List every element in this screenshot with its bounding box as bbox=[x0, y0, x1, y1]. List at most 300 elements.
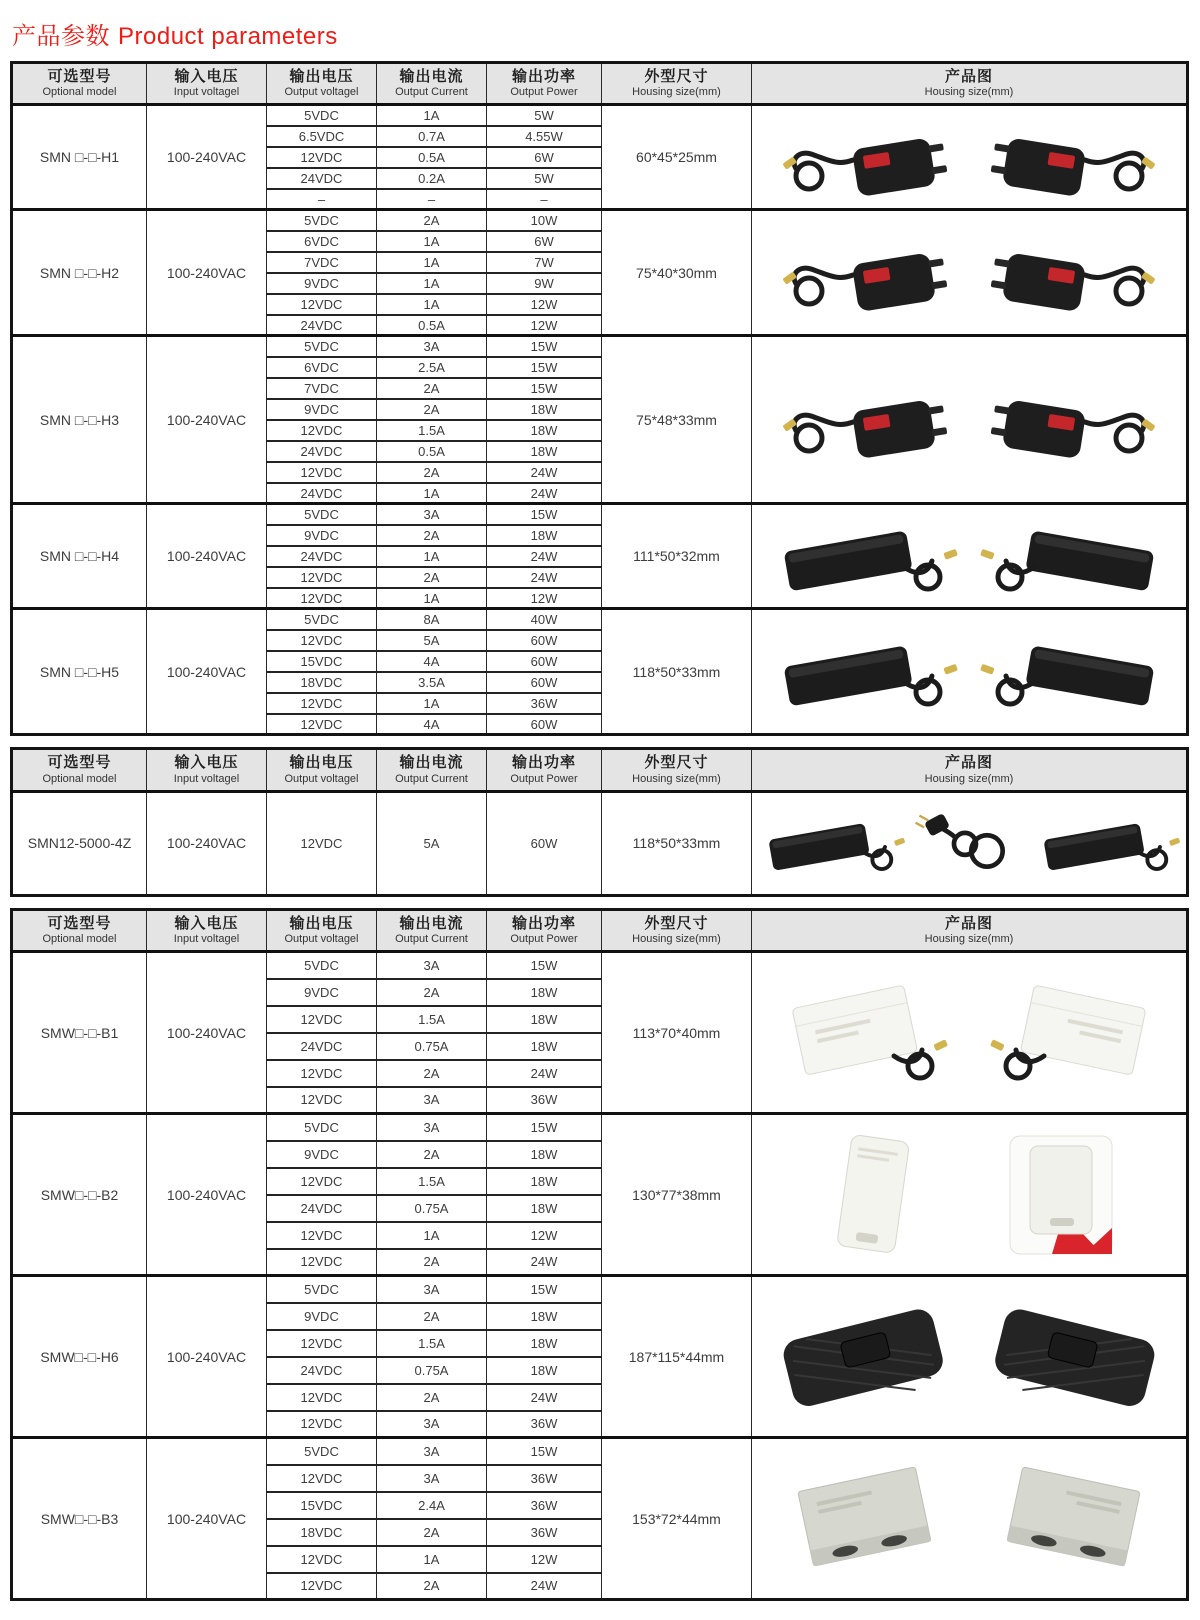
output-current-cell: 1A bbox=[377, 483, 487, 504]
output-voltage-cell: 5VDC bbox=[267, 504, 377, 525]
output-current-cell: 1A bbox=[377, 105, 487, 126]
output-power-cell: 15W bbox=[487, 1276, 602, 1303]
col-header-output-current bbox=[377, 909, 487, 951]
input-voltage-cell: 100-240VAC bbox=[147, 609, 267, 735]
input-voltage-cell: 100-240VAC bbox=[147, 105, 267, 210]
model-cell: SMW□-□-B1 bbox=[12, 952, 147, 1114]
output-power-cell: 60W bbox=[487, 672, 602, 693]
output-power-cell: 36W bbox=[487, 1087, 602, 1114]
product-photo-group bbox=[753, 225, 1185, 320]
white-box-adapter-photo bbox=[978, 970, 1168, 1095]
white-wall-box-adapter-photo bbox=[812, 1130, 937, 1260]
output-current-cell: 2A bbox=[377, 1573, 487, 1600]
output-current-cell: 1.5A bbox=[377, 420, 487, 441]
smw-series-table bbox=[10, 908, 1189, 1601]
product-photo-cell bbox=[752, 504, 1188, 609]
output-power-cell: 24W bbox=[487, 1060, 602, 1087]
col-header-output-current bbox=[377, 63, 487, 105]
col-header-output-current bbox=[377, 749, 487, 791]
col-header-en: Housing size(mm) bbox=[924, 932, 1014, 945]
output-current-cell: 2A bbox=[377, 378, 487, 399]
output-power-cell: 24W bbox=[487, 462, 602, 483]
output-voltage-cell: 6VDC bbox=[267, 231, 377, 252]
col-header-output-voltage bbox=[267, 749, 377, 791]
output-voltage-cell: 12VDC bbox=[267, 1249, 377, 1276]
output-voltage-cell: 24VDC bbox=[267, 546, 377, 567]
output-current-cell: 2A bbox=[377, 462, 487, 483]
header-row bbox=[12, 749, 1188, 791]
output-power-cell: 6W bbox=[487, 231, 602, 252]
output-voltage-cell: 24VDC bbox=[267, 1195, 377, 1222]
output-power-cell: 9W bbox=[487, 273, 602, 294]
col-header-en: Housing size(mm) bbox=[632, 932, 721, 945]
spec-row bbox=[12, 952, 1188, 979]
output-voltage-cell: 7VDC bbox=[267, 378, 377, 399]
col-header-housing-size bbox=[602, 909, 752, 951]
output-power-cell: 60W bbox=[487, 630, 602, 651]
output-voltage-cell: 12VDC bbox=[267, 1465, 377, 1492]
output-power-cell: 36W bbox=[487, 693, 602, 714]
output-power-cell: 18W bbox=[487, 420, 602, 441]
col-header-zh: 输出电压 bbox=[289, 914, 354, 932]
output-voltage-cell: 24VDC bbox=[267, 483, 377, 504]
col-header-zh: 输出功率 bbox=[511, 914, 576, 932]
output-power-cell: 15W bbox=[487, 952, 602, 979]
output-current-cell: 3A bbox=[377, 1276, 487, 1303]
model-cell: SMW□-□-B2 bbox=[12, 1114, 147, 1276]
model-cell: SMN □-□-H3 bbox=[12, 336, 147, 504]
housing-size-cell: 60*45*25mm bbox=[602, 105, 752, 210]
output-current-cell: 2A bbox=[377, 1303, 487, 1330]
col-header-product-image bbox=[752, 749, 1188, 791]
output-current-cell: 1.5A bbox=[377, 1006, 487, 1033]
col-header-en: Output voltagel bbox=[284, 86, 359, 99]
black-desktop-adapter-photo bbox=[764, 624, 964, 719]
output-power-cell: 6W bbox=[487, 147, 602, 168]
output-voltage-cell: 7VDC bbox=[267, 252, 377, 273]
output-voltage-cell: 5VDC bbox=[267, 952, 377, 979]
output-voltage-cell: 12VDC bbox=[267, 1546, 377, 1573]
col-header-en: Output Power bbox=[510, 772, 578, 785]
model-cell: SMW□-□-H6 bbox=[12, 1276, 147, 1438]
output-power-cell: 12W bbox=[487, 1546, 602, 1573]
output-voltage-cell: 12VDC bbox=[267, 420, 377, 441]
col-header-zh: 产品图 bbox=[944, 914, 993, 932]
output-voltage-cell: 5VDC bbox=[267, 336, 377, 357]
output-power-cell: 18W bbox=[487, 1168, 602, 1195]
output-voltage-cell: 5VDC bbox=[267, 1114, 377, 1141]
page-title-zh: 产品参数 bbox=[12, 23, 110, 50]
product-photo-group bbox=[753, 1292, 1185, 1422]
col-header-zh: 可选型号 bbox=[47, 754, 112, 772]
output-power-cell: 18W bbox=[487, 525, 602, 546]
output-current-cell: 0.5A bbox=[377, 315, 487, 336]
output-power-cell: 18W bbox=[487, 1006, 602, 1033]
output-current-cell: – bbox=[377, 189, 487, 210]
product-photo-group bbox=[753, 110, 1185, 205]
col-header-output-voltage bbox=[267, 63, 377, 105]
output-voltage-cell: 12VDC bbox=[267, 294, 377, 315]
output-current-cell: 2A bbox=[377, 1519, 487, 1546]
output-current-cell: 0.75A bbox=[377, 1357, 487, 1384]
output-current-cell: 2A bbox=[377, 1141, 487, 1168]
output-power-cell: 15W bbox=[487, 378, 602, 399]
housing-size-cell: 118*50*33mm bbox=[602, 791, 752, 895]
output-voltage-cell: 12VDC bbox=[267, 147, 377, 168]
col-header-en: Housing size(mm) bbox=[924, 86, 1014, 99]
output-power-cell: 12W bbox=[487, 294, 602, 315]
output-power-cell: 7W bbox=[487, 252, 602, 273]
output-power-cell: 15W bbox=[487, 357, 602, 378]
output-power-cell: 10W bbox=[487, 210, 602, 231]
grey-metal-box-adapter-photo bbox=[777, 1454, 957, 1584]
output-voltage-cell: 12VDC bbox=[267, 1168, 377, 1195]
output-current-cell: 8A bbox=[377, 609, 487, 630]
output-power-cell: 18W bbox=[487, 979, 602, 1006]
product-photo-cell bbox=[752, 105, 1188, 210]
model-cell: SMW□-□-B3 bbox=[12, 1438, 147, 1600]
output-voltage-cell: 9VDC bbox=[267, 273, 377, 294]
col-header-housing-size bbox=[602, 749, 752, 791]
output-power-cell: 15W bbox=[487, 336, 602, 357]
output-current-cell: 3A bbox=[377, 1114, 487, 1141]
output-current-cell: 5A bbox=[377, 630, 487, 651]
product-photo-cell bbox=[752, 609, 1188, 735]
col-header-en: Output Power bbox=[510, 86, 578, 99]
output-power-cell: 36W bbox=[487, 1519, 602, 1546]
output-current-cell: 3A bbox=[377, 1087, 487, 1114]
smn12-5000-4z-table bbox=[10, 747, 1189, 896]
output-current-cell: 1A bbox=[377, 252, 487, 273]
output-power-cell: – bbox=[487, 189, 602, 210]
output-voltage-cell: 6.5VDC bbox=[267, 126, 377, 147]
col-header-en: Output Current bbox=[395, 932, 468, 945]
output-voltage-cell: 12VDC bbox=[267, 1411, 377, 1438]
black-desktop-adapter-photo bbox=[753, 796, 910, 891]
output-power-cell: 18W bbox=[487, 1303, 602, 1330]
output-current-cell: 1.5A bbox=[377, 1168, 487, 1195]
input-voltage-cell: 100-240VAC bbox=[147, 336, 267, 504]
model-cell: SMN □-□-H1 bbox=[12, 105, 147, 210]
output-current-cell: 2A bbox=[377, 210, 487, 231]
black-wall-adapter-photo bbox=[981, 110, 1161, 205]
col-header-zh: 输入电压 bbox=[174, 914, 239, 932]
output-power-cell: 15W bbox=[487, 504, 602, 525]
output-voltage-cell: 12VDC bbox=[267, 588, 377, 609]
col-header-input-voltage bbox=[147, 749, 267, 791]
output-current-cell: 5A bbox=[377, 791, 487, 895]
input-voltage-cell: 100-240VAC bbox=[147, 952, 267, 1114]
output-current-cell: 3A bbox=[377, 1438, 487, 1465]
col-header-output-power bbox=[487, 63, 602, 105]
housing-size-cell: 153*72*44mm bbox=[602, 1438, 752, 1600]
spec-row bbox=[12, 1438, 1188, 1465]
output-current-cell: 0.5A bbox=[377, 147, 487, 168]
black-desktop-adapter-photo bbox=[1028, 796, 1185, 891]
page-title-en: Product parameters bbox=[118, 23, 338, 50]
output-current-cell: 2A bbox=[377, 1060, 487, 1087]
header-row bbox=[12, 909, 1188, 951]
col-header-en: Output Current bbox=[395, 86, 468, 99]
col-header-zh: 外型尺寸 bbox=[644, 68, 709, 85]
output-current-cell: 2A bbox=[377, 1249, 487, 1276]
output-power-cell: 40W bbox=[487, 609, 602, 630]
col-header-model bbox=[12, 749, 147, 791]
housing-size-cell: 75*40*30mm bbox=[602, 210, 752, 336]
col-header-en: Output Current bbox=[395, 772, 468, 785]
col-header-zh: 产品图 bbox=[944, 754, 993, 772]
black-desktop-adapter-photo bbox=[974, 509, 1174, 604]
housing-size-cell: 118*50*33mm bbox=[602, 609, 752, 735]
output-current-cell: 1.5A bbox=[377, 1330, 487, 1357]
output-current-cell: 1A bbox=[377, 273, 487, 294]
output-current-cell: 2.5A bbox=[377, 357, 487, 378]
output-current-cell: 3A bbox=[377, 336, 487, 357]
model-cell: SMN12-5000-4Z bbox=[12, 791, 147, 895]
col-header-zh: 外型尺寸 bbox=[644, 754, 709, 772]
output-voltage-cell: 12VDC bbox=[267, 1006, 377, 1033]
white-wall-box-blister-photo bbox=[996, 1130, 1126, 1260]
output-current-cell: 0.7A bbox=[377, 126, 487, 147]
col-header-en: Input voltagel bbox=[173, 772, 240, 785]
output-current-cell: 3A bbox=[377, 1465, 487, 1492]
input-voltage-cell: 100-240VAC bbox=[147, 1114, 267, 1276]
output-voltage-cell: 15VDC bbox=[267, 651, 377, 672]
col-header-zh: 输入电压 bbox=[174, 68, 239, 85]
output-current-cell: 1A bbox=[377, 588, 487, 609]
output-voltage-cell: 12VDC bbox=[267, 567, 377, 588]
output-voltage-cell: 12VDC bbox=[267, 1330, 377, 1357]
product-photo-group bbox=[753, 372, 1185, 467]
col-header-zh: 可选型号 bbox=[47, 68, 112, 85]
output-current-cell: 0.75A bbox=[377, 1195, 487, 1222]
product-photo-cell bbox=[752, 1114, 1188, 1276]
output-power-cell: 5W bbox=[487, 105, 602, 126]
col-header-en: Output voltagel bbox=[284, 932, 359, 945]
col-header-zh: 输出功率 bbox=[511, 68, 576, 85]
col-header-zh: 产品图 bbox=[944, 68, 993, 85]
col-header-model bbox=[12, 63, 147, 105]
col-header-output-power bbox=[487, 909, 602, 951]
product-photo-cell bbox=[752, 952, 1188, 1114]
output-power-cell: 12W bbox=[487, 588, 602, 609]
output-voltage-cell: 12VDC bbox=[267, 462, 377, 483]
spec-row bbox=[12, 1114, 1188, 1141]
output-current-cell: 1A bbox=[377, 1546, 487, 1573]
output-current-cell: 1A bbox=[377, 693, 487, 714]
output-current-cell: 2.4A bbox=[377, 1492, 487, 1519]
output-power-cell: 18W bbox=[487, 1141, 602, 1168]
black-wall-adapter-photo bbox=[981, 372, 1161, 467]
col-header-en: Housing size(mm) bbox=[924, 772, 1014, 785]
black-wall-adapter-photo bbox=[981, 225, 1161, 320]
output-power-cell: 15W bbox=[487, 1438, 602, 1465]
output-power-cell: 36W bbox=[487, 1411, 602, 1438]
output-voltage-cell: 12VDC bbox=[267, 693, 377, 714]
spec-row bbox=[12, 504, 1188, 525]
black-desktop-adapter-photo bbox=[974, 624, 1174, 719]
output-voltage-cell: 5VDC bbox=[267, 210, 377, 231]
black-desktop-adapter-photo bbox=[764, 509, 964, 604]
product-photo-group bbox=[753, 970, 1185, 1095]
black-textured-box-adapter-photo bbox=[973, 1292, 1178, 1422]
output-power-cell: 18W bbox=[487, 1357, 602, 1384]
col-header-zh: 外型尺寸 bbox=[644, 914, 709, 932]
col-header-zh: 输出电压 bbox=[289, 754, 354, 772]
col-header-zh: 输出电流 bbox=[399, 754, 464, 772]
output-power-cell: 18W bbox=[487, 399, 602, 420]
col-header-output-power bbox=[487, 749, 602, 791]
output-current-cell: 3A bbox=[377, 1411, 487, 1438]
product-photo-group bbox=[753, 509, 1185, 604]
output-voltage-cell: 12VDC bbox=[267, 714, 377, 735]
output-current-cell: 1A bbox=[377, 231, 487, 252]
col-header-zh: 可选型号 bbox=[47, 914, 112, 932]
ac-power-cord-photo bbox=[910, 796, 1028, 891]
housing-size-cell: 75*48*33mm bbox=[602, 336, 752, 504]
output-voltage-cell: 12VDC bbox=[267, 791, 377, 895]
col-header-output-voltage bbox=[267, 909, 377, 951]
output-power-cell: 5W bbox=[487, 168, 602, 189]
output-voltage-cell: 12VDC bbox=[267, 1573, 377, 1600]
spec-row bbox=[12, 791, 1188, 895]
output-current-cell: 0.2A bbox=[377, 168, 487, 189]
output-voltage-cell: 9VDC bbox=[267, 1303, 377, 1330]
output-voltage-cell: 24VDC bbox=[267, 1033, 377, 1060]
output-power-cell: 60W bbox=[487, 651, 602, 672]
header-row bbox=[12, 63, 1188, 105]
output-voltage-cell: 24VDC bbox=[267, 1357, 377, 1384]
product-photo-cell bbox=[752, 336, 1188, 504]
spec-row bbox=[12, 105, 1188, 126]
output-voltage-cell: 18VDC bbox=[267, 1519, 377, 1546]
output-power-cell: 4.55W bbox=[487, 126, 602, 147]
output-current-cell: 0.75A bbox=[377, 1033, 487, 1060]
output-power-cell: 12W bbox=[487, 315, 602, 336]
model-cell: SMN □-□-H2 bbox=[12, 210, 147, 336]
spec-row bbox=[12, 1276, 1188, 1303]
output-current-cell: 2A bbox=[377, 567, 487, 588]
housing-size-cell: 130*77*38mm bbox=[602, 1114, 752, 1276]
output-power-cell: 15W bbox=[487, 1114, 602, 1141]
product-photo-cell bbox=[752, 210, 1188, 336]
output-power-cell: 18W bbox=[487, 1033, 602, 1060]
input-voltage-cell: 100-240VAC bbox=[147, 791, 267, 895]
output-power-cell: 24W bbox=[487, 567, 602, 588]
black-wall-adapter-photo bbox=[777, 110, 957, 205]
product-photo-group bbox=[753, 796, 1185, 891]
product-photo-cell bbox=[752, 1276, 1188, 1438]
product-photo-group bbox=[753, 1130, 1185, 1260]
housing-size-cell: 113*70*40mm bbox=[602, 952, 752, 1114]
output-power-cell: 18W bbox=[487, 1195, 602, 1222]
output-current-cell: 0.5A bbox=[377, 441, 487, 462]
output-current-cell: 2A bbox=[377, 399, 487, 420]
output-voltage-cell: 24VDC bbox=[267, 441, 377, 462]
housing-size-cell: 111*50*32mm bbox=[602, 504, 752, 609]
col-header-en: Housing size(mm) bbox=[632, 772, 721, 785]
col-header-en: Optional model bbox=[42, 772, 117, 785]
output-voltage-cell: 18VDC bbox=[267, 672, 377, 693]
output-power-cell: 60W bbox=[487, 714, 602, 735]
output-power-cell: 36W bbox=[487, 1492, 602, 1519]
col-header-en: Optional model bbox=[42, 86, 117, 99]
model-cell: SMN □-□-H5 bbox=[12, 609, 147, 735]
input-voltage-cell: 100-240VAC bbox=[147, 504, 267, 609]
col-header-zh: 输入电压 bbox=[174, 754, 239, 772]
col-header-input-voltage bbox=[147, 909, 267, 951]
spec-row bbox=[12, 336, 1188, 357]
model-cell: SMN □-□-H4 bbox=[12, 504, 147, 609]
output-voltage-cell: 12VDC bbox=[267, 1060, 377, 1087]
output-voltage-cell: 12VDC bbox=[267, 1384, 377, 1411]
col-header-en: Optional model bbox=[42, 932, 117, 945]
input-voltage-cell: 100-240VAC bbox=[147, 1276, 267, 1438]
output-voltage-cell: 12VDC bbox=[267, 1087, 377, 1114]
output-power-cell: 12W bbox=[487, 1222, 602, 1249]
output-voltage-cell: 15VDC bbox=[267, 1492, 377, 1519]
output-voltage-cell: 5VDC bbox=[267, 1276, 377, 1303]
output-power-cell: 18W bbox=[487, 441, 602, 462]
output-voltage-cell: 12VDC bbox=[267, 1222, 377, 1249]
input-voltage-cell: 100-240VAC bbox=[147, 210, 267, 336]
output-voltage-cell: – bbox=[267, 189, 377, 210]
product-photo-group bbox=[753, 1454, 1185, 1584]
smn-h-series-table bbox=[10, 61, 1189, 736]
col-header-en: Output voltagel bbox=[284, 772, 359, 785]
output-current-cell: 2A bbox=[377, 1384, 487, 1411]
output-power-cell: 60W bbox=[487, 791, 602, 895]
output-power-cell: 24W bbox=[487, 546, 602, 567]
col-header-zh: 输出电流 bbox=[399, 68, 464, 85]
output-current-cell: 1A bbox=[377, 546, 487, 567]
col-header-product-image bbox=[752, 909, 1188, 951]
output-voltage-cell: 12VDC bbox=[267, 630, 377, 651]
col-header-en: Input voltagel bbox=[173, 86, 240, 99]
output-voltage-cell: 5VDC bbox=[267, 105, 377, 126]
output-current-cell: 3.5A bbox=[377, 672, 487, 693]
output-power-cell: 24W bbox=[487, 1573, 602, 1600]
col-header-model bbox=[12, 909, 147, 951]
output-voltage-cell: 9VDC bbox=[267, 399, 377, 420]
output-current-cell: 4A bbox=[377, 651, 487, 672]
col-header-input-voltage bbox=[147, 63, 267, 105]
black-wall-adapter-photo bbox=[777, 372, 957, 467]
output-voltage-cell: 6VDC bbox=[267, 357, 377, 378]
output-voltage-cell: 9VDC bbox=[267, 525, 377, 546]
input-voltage-cell: 100-240VAC bbox=[147, 1438, 267, 1600]
col-header-zh: 输出电压 bbox=[289, 68, 354, 85]
product-photo-cell bbox=[752, 791, 1188, 895]
page-title bbox=[12, 16, 1188, 51]
output-voltage-cell: 24VDC bbox=[267, 168, 377, 189]
housing-size-cell: 187*115*44mm bbox=[602, 1276, 752, 1438]
col-header-en: Output Power bbox=[510, 932, 578, 945]
output-voltage-cell: 9VDC bbox=[267, 979, 377, 1006]
output-current-cell: 1A bbox=[377, 1222, 487, 1249]
output-current-cell: 1A bbox=[377, 294, 487, 315]
output-voltage-cell: 9VDC bbox=[267, 1141, 377, 1168]
output-power-cell: 24W bbox=[487, 1249, 602, 1276]
col-header-zh: 输出功率 bbox=[511, 754, 576, 772]
output-power-cell: 24W bbox=[487, 1384, 602, 1411]
product-photo-cell bbox=[752, 1438, 1188, 1600]
col-header-en: Housing size(mm) bbox=[632, 86, 721, 99]
col-header-zh: 输出电流 bbox=[399, 914, 464, 932]
output-voltage-cell: 24VDC bbox=[267, 315, 377, 336]
col-header-en: Input voltagel bbox=[173, 932, 240, 945]
output-current-cell: 3A bbox=[377, 952, 487, 979]
